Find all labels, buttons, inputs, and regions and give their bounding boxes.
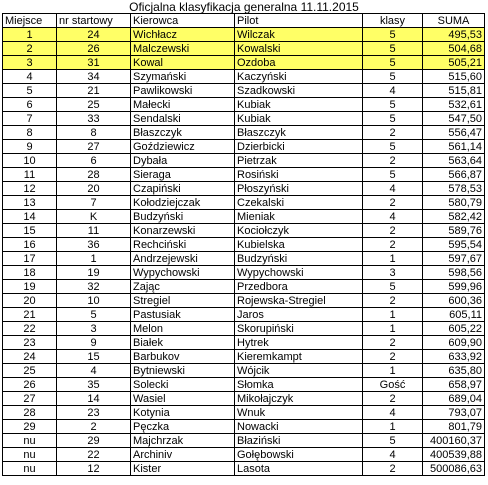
cell-sum[interactable]: 633,92 bbox=[423, 350, 485, 364]
table-row bbox=[3, 294, 485, 308]
cell-driver[interactable]: Budzyński bbox=[131, 210, 235, 224]
cell-place[interactable]: 1 bbox=[3, 28, 57, 42]
cell-class[interactable]: 4 bbox=[363, 406, 423, 420]
table-row bbox=[3, 462, 485, 476]
cell-place[interactable]: 5 bbox=[3, 84, 57, 98]
cell-place[interactable]: 9 bbox=[3, 140, 57, 154]
cell-pilot[interactable]: Błaziński bbox=[235, 434, 363, 448]
cell-sum[interactable]: 582,42 bbox=[423, 210, 485, 224]
cell-pilot[interactable]: Mikołajczyk bbox=[235, 392, 363, 406]
cell-driver[interactable]: Kotynia bbox=[131, 406, 235, 420]
cell-sum[interactable]: 793,07 bbox=[423, 406, 485, 420]
cell-class[interactable]: 2 bbox=[363, 196, 423, 210]
cell-class[interactable]: 4 bbox=[363, 182, 423, 196]
table-row bbox=[3, 350, 485, 364]
cell-sum[interactable]: 600,36 bbox=[423, 294, 485, 308]
cell-start-number[interactable]: 11 bbox=[57, 224, 131, 238]
cell-driver[interactable]: Rechciński bbox=[131, 238, 235, 252]
cell-class[interactable]: 3 bbox=[363, 266, 423, 280]
table-row bbox=[3, 406, 485, 420]
cell-driver[interactable]: Białek bbox=[131, 336, 235, 350]
cell-sum[interactable]: 578,53 bbox=[423, 182, 485, 196]
cell-place[interactable]: 11 bbox=[3, 168, 57, 182]
cell-start-number[interactable]: 1 bbox=[57, 252, 131, 266]
cell-driver[interactable]: Kister bbox=[131, 462, 235, 476]
cell-driver[interactable]: Solecki bbox=[131, 378, 235, 392]
cell-sum[interactable]: 580,79 bbox=[423, 196, 485, 210]
cell-start-number[interactable]: 12 bbox=[57, 462, 131, 476]
table-row bbox=[3, 266, 485, 280]
cell-driver[interactable]: Pawlikowski bbox=[131, 84, 235, 98]
table-row bbox=[3, 448, 485, 462]
cell-class[interactable]: 5 bbox=[363, 280, 423, 294]
cell-class[interactable]: 2 bbox=[363, 392, 423, 406]
cell-pilot[interactable]: Pietrzak bbox=[235, 154, 363, 168]
cell-start-number[interactable]: 5 bbox=[57, 308, 131, 322]
cell-class[interactable]: 5 bbox=[363, 112, 423, 126]
table-row bbox=[3, 322, 485, 336]
cell-sum[interactable]: 563,64 bbox=[423, 154, 485, 168]
cell-driver[interactable]: Andrzejewski bbox=[131, 252, 235, 266]
cell-pilot[interactable]: Dzierbicki bbox=[235, 140, 363, 154]
cell-start-number[interactable]: 31 bbox=[57, 56, 131, 70]
cell-place[interactable]: 14 bbox=[3, 210, 57, 224]
cell-place[interactable]: 17 bbox=[3, 252, 57, 266]
header-start-number[interactable]: nr startowy bbox=[57, 14, 131, 28]
cell-driver[interactable]: Konarzewski bbox=[131, 224, 235, 238]
cell-pilot[interactable]: Czekalski bbox=[235, 196, 363, 210]
header-driver[interactable]: Kierowca bbox=[131, 14, 235, 28]
cell-pilot[interactable]: Rosiński bbox=[235, 168, 363, 182]
cell-start-number[interactable]: 7 bbox=[57, 196, 131, 210]
cell-place[interactable]: 7 bbox=[3, 112, 57, 126]
cell-class[interactable]: 4 bbox=[363, 84, 423, 98]
cell-sum[interactable]: 605,11 bbox=[423, 308, 485, 322]
cell-pilot[interactable]: Błaszczyk bbox=[235, 126, 363, 140]
cell-class[interactable]: 2 bbox=[363, 154, 423, 168]
cell-sum[interactable]: 400160,37 bbox=[423, 434, 485, 448]
table-row bbox=[3, 140, 485, 154]
cell-class[interactable]: 1 bbox=[363, 364, 423, 378]
cell-place[interactable]: 28 bbox=[3, 406, 57, 420]
cell-pilot[interactable]: Kowalski bbox=[235, 42, 363, 56]
cell-driver[interactable]: Dybała bbox=[131, 154, 235, 168]
cell-driver[interactable]: Wichłacz bbox=[131, 28, 235, 42]
cell-sum[interactable]: 532,61 bbox=[423, 98, 485, 112]
table-row bbox=[3, 70, 485, 84]
cell-class[interactable]: 1 bbox=[363, 308, 423, 322]
cell-pilot[interactable]: Szadkowski bbox=[235, 84, 363, 98]
cell-pilot[interactable]: Kubielska bbox=[235, 238, 363, 252]
cell-sum[interactable]: 556,47 bbox=[423, 126, 485, 140]
cell-pilot[interactable]: Kociołczyk bbox=[235, 224, 363, 238]
cell-sum[interactable]: 598,56 bbox=[423, 266, 485, 280]
cell-class[interactable]: 4 bbox=[363, 448, 423, 462]
cell-sum[interactable]: 400539,88 bbox=[423, 448, 485, 462]
cell-pilot[interactable]: Skorupiński bbox=[235, 322, 363, 336]
cell-driver[interactable]: Stregiel bbox=[131, 294, 235, 308]
cell-pilot[interactable]: Kubiak bbox=[235, 98, 363, 112]
cell-start-number[interactable]: 32 bbox=[57, 280, 131, 294]
cell-pilot[interactable]: Ozdoba bbox=[235, 56, 363, 70]
cell-place[interactable]: 13 bbox=[3, 196, 57, 210]
cell-start-number[interactable]: 26 bbox=[57, 42, 131, 56]
cell-pilot[interactable]: Wnuk bbox=[235, 406, 363, 420]
cell-driver[interactable]: Wasiel bbox=[131, 392, 235, 406]
table-row bbox=[3, 280, 485, 294]
cell-pilot[interactable]: Płoszyński bbox=[235, 182, 363, 196]
table-row bbox=[3, 224, 485, 238]
cell-sum[interactable]: 609,90 bbox=[423, 336, 485, 350]
cell-pilot[interactable]: Wilczak bbox=[235, 28, 363, 42]
cell-place[interactable]: 23 bbox=[3, 336, 57, 350]
cell-place[interactable]: 26 bbox=[3, 378, 57, 392]
cell-class[interactable]: 5 bbox=[363, 28, 423, 42]
cell-start-number[interactable]: 8 bbox=[57, 126, 131, 140]
cell-start-number[interactable]: 29 bbox=[57, 434, 131, 448]
cell-class[interactable]: 2 bbox=[363, 350, 423, 364]
cell-driver[interactable]: Barbukov bbox=[131, 350, 235, 364]
cell-driver[interactable]: Malczewski bbox=[131, 42, 235, 56]
cell-start-number[interactable]: 23 bbox=[57, 406, 131, 420]
table-row bbox=[3, 84, 485, 98]
cell-place[interactable]: 25 bbox=[3, 364, 57, 378]
cell-class[interactable]: 5 bbox=[363, 434, 423, 448]
cell-driver[interactable]: Kowal bbox=[131, 56, 235, 70]
cell-place[interactable]: nu bbox=[3, 434, 57, 448]
table-row bbox=[3, 112, 485, 126]
cell-place[interactable]: 16 bbox=[3, 238, 57, 252]
header-place[interactable]: Miejsce bbox=[3, 14, 57, 28]
cell-start-number[interactable]: 24 bbox=[57, 28, 131, 42]
cell-driver[interactable]: Majchrzak bbox=[131, 434, 235, 448]
header-sum[interactable]: SUMA bbox=[423, 14, 485, 28]
table-row bbox=[3, 252, 485, 266]
cell-driver[interactable]: Kołodziejczak bbox=[131, 196, 235, 210]
table-row bbox=[3, 168, 485, 182]
cell-driver[interactable]: Melon bbox=[131, 322, 235, 336]
cell-sum[interactable]: 500086,63 bbox=[423, 462, 485, 476]
cell-place[interactable]: 8 bbox=[3, 126, 57, 140]
cell-class[interactable]: 2 bbox=[363, 126, 423, 140]
cell-driver[interactable]: Pastusiak bbox=[131, 308, 235, 322]
cell-driver[interactable]: Zając bbox=[131, 280, 235, 294]
cell-start-number[interactable]: 36 bbox=[57, 238, 131, 252]
cell-class[interactable]: 4 bbox=[363, 210, 423, 224]
cell-sum[interactable]: 589,76 bbox=[423, 224, 485, 238]
cell-pilot[interactable]: Rojewska-Stregiel bbox=[235, 294, 363, 308]
cell-sum[interactable]: 635,80 bbox=[423, 364, 485, 378]
cell-place[interactable]: 20 bbox=[3, 294, 57, 308]
cell-class[interactable]: 5 bbox=[363, 42, 423, 56]
cell-start-number[interactable]: 9 bbox=[57, 336, 131, 350]
cell-place[interactable]: 10 bbox=[3, 154, 57, 168]
cell-driver[interactable]: Bytniewski bbox=[131, 364, 235, 378]
cell-driver[interactable]: Sendalski bbox=[131, 112, 235, 126]
table-row bbox=[3, 364, 485, 378]
cell-class[interactable]: 2 bbox=[363, 238, 423, 252]
table-row bbox=[3, 28, 485, 42]
cell-place[interactable]: nu bbox=[3, 462, 57, 476]
results-table bbox=[2, 13, 485, 476]
cell-start-number[interactable]: 35 bbox=[57, 378, 131, 392]
cell-sum[interactable]: 801,79 bbox=[423, 420, 485, 434]
cell-pilot[interactable]: Lasota bbox=[235, 462, 363, 476]
cell-place[interactable]: 12 bbox=[3, 182, 57, 196]
cell-pilot[interactable]: Gołębowski bbox=[235, 448, 363, 462]
cell-start-number[interactable]: 15 bbox=[57, 350, 131, 364]
cell-class[interactable]: 2 bbox=[363, 224, 423, 238]
cell-start-number[interactable]: 20 bbox=[57, 182, 131, 196]
cell-pilot[interactable]: Kubiak bbox=[235, 112, 363, 126]
cell-start-number[interactable]: 27 bbox=[57, 140, 131, 154]
cell-pilot[interactable]: Słomka bbox=[235, 378, 363, 392]
cell-start-number[interactable]: 2 bbox=[57, 420, 131, 434]
cell-start-number[interactable]: 19 bbox=[57, 266, 131, 280]
cell-pilot[interactable]: Budzyński bbox=[235, 252, 363, 266]
header-class[interactable]: klasy bbox=[363, 14, 423, 28]
table-row bbox=[3, 154, 485, 168]
cell-sum[interactable]: 495,53 bbox=[423, 28, 485, 42]
cell-class[interactable]: 5 bbox=[363, 168, 423, 182]
header-row bbox=[3, 14, 485, 28]
cell-pilot[interactable]: Wójcik bbox=[235, 364, 363, 378]
table-row bbox=[3, 56, 485, 70]
table-row bbox=[3, 336, 485, 350]
cell-place[interactable]: 18 bbox=[3, 266, 57, 280]
cell-place[interactable]: nu bbox=[3, 448, 57, 462]
cell-driver[interactable]: Błaszczyk bbox=[131, 126, 235, 140]
cell-class[interactable]: 2 bbox=[363, 462, 423, 476]
cell-place[interactable]: 4 bbox=[3, 70, 57, 84]
cell-class[interactable]: 1 bbox=[363, 252, 423, 266]
table-row bbox=[3, 196, 485, 210]
cell-driver[interactable]: Czapiński bbox=[131, 182, 235, 196]
cell-sum[interactable]: 595,54 bbox=[423, 238, 485, 252]
table-row bbox=[3, 98, 485, 112]
table-row bbox=[3, 378, 485, 392]
cell-start-number[interactable]: 3 bbox=[57, 322, 131, 336]
cell-start-number[interactable]: K bbox=[57, 210, 131, 224]
cell-start-number[interactable]: 21 bbox=[57, 84, 131, 98]
cell-start-number[interactable]: 33 bbox=[57, 112, 131, 126]
cell-class[interactable]: 5 bbox=[363, 70, 423, 84]
cell-place[interactable]: 24 bbox=[3, 350, 57, 364]
cell-sum[interactable]: 605,22 bbox=[423, 322, 485, 336]
cell-start-number[interactable]: 25 bbox=[57, 98, 131, 112]
cell-driver[interactable]: Goździewicz bbox=[131, 140, 235, 154]
cell-place[interactable]: 21 bbox=[3, 308, 57, 322]
sheet-title: Oficjalna klasyfikacja generalna 11.11.2015 bbox=[129, 0, 359, 14]
cell-sum[interactable]: 561,14 bbox=[423, 140, 485, 154]
cell-place[interactable]: 3 bbox=[3, 56, 57, 70]
results-body bbox=[3, 28, 485, 476]
table-row bbox=[3, 182, 485, 196]
cell-pilot[interactable]: Kieremkampt bbox=[235, 350, 363, 364]
table-row bbox=[3, 392, 485, 406]
cell-class[interactable]: 2 bbox=[363, 294, 423, 308]
table-row bbox=[3, 238, 485, 252]
cell-driver[interactable]: Pęczka bbox=[131, 420, 235, 434]
cell-class[interactable]: Gość bbox=[363, 378, 423, 392]
header-pilot[interactable]: Pilot bbox=[235, 14, 363, 28]
cell-pilot[interactable]: Mieniak bbox=[235, 210, 363, 224]
cell-start-number[interactable]: 4 bbox=[57, 364, 131, 378]
cell-place[interactable]: 2 bbox=[3, 42, 57, 56]
cell-start-number[interactable]: 10 bbox=[57, 294, 131, 308]
cell-sum[interactable]: 505,21 bbox=[423, 56, 485, 70]
cell-class[interactable]: 5 bbox=[363, 140, 423, 154]
cell-sum[interactable]: 504,68 bbox=[423, 42, 485, 56]
cell-class[interactable]: 1 bbox=[363, 322, 423, 336]
cell-sum[interactable]: 658,97 bbox=[423, 378, 485, 392]
table-row bbox=[3, 420, 485, 434]
cell-place[interactable]: 19 bbox=[3, 280, 57, 294]
cell-sum[interactable]: 547,50 bbox=[423, 112, 485, 126]
cell-class[interactable]: 5 bbox=[363, 98, 423, 112]
cell-driver[interactable]: Wypychowski bbox=[131, 266, 235, 280]
cell-sum[interactable]: 599,96 bbox=[423, 280, 485, 294]
cell-place[interactable]: 29 bbox=[3, 420, 57, 434]
cell-class[interactable]: 5 bbox=[363, 56, 423, 70]
cell-pilot[interactable]: Jaros bbox=[235, 308, 363, 322]
table-row bbox=[3, 42, 485, 56]
cell-pilot[interactable]: Nowacki bbox=[235, 420, 363, 434]
cell-sum[interactable]: 515,60 bbox=[423, 70, 485, 84]
cell-pilot[interactable]: Przedbora bbox=[235, 280, 363, 294]
cell-sum[interactable]: 689,04 bbox=[423, 392, 485, 406]
cell-place[interactable]: 6 bbox=[3, 98, 57, 112]
table-row bbox=[3, 434, 485, 448]
table-row bbox=[3, 308, 485, 322]
cell-start-number[interactable]: 22 bbox=[57, 448, 131, 462]
cell-sum[interactable]: 566,87 bbox=[423, 168, 485, 182]
cell-start-number[interactable]: 6 bbox=[57, 154, 131, 168]
cell-driver[interactable]: Sieraga bbox=[131, 168, 235, 182]
cell-place[interactable]: 22 bbox=[3, 322, 57, 336]
cell-place[interactable]: 15 bbox=[3, 224, 57, 238]
cell-class[interactable]: 1 bbox=[363, 420, 423, 434]
table-row bbox=[3, 126, 485, 140]
table-row bbox=[3, 210, 485, 224]
cell-start-number[interactable]: 28 bbox=[57, 168, 131, 182]
cell-sum[interactable]: 515,81 bbox=[423, 84, 485, 98]
cell-pilot[interactable]: Kaczyński bbox=[235, 70, 363, 84]
cell-driver[interactable]: Archiniv bbox=[131, 448, 235, 462]
cell-start-number[interactable]: 14 bbox=[57, 392, 131, 406]
cell-pilot[interactable]: Wypychowski bbox=[235, 266, 363, 280]
cell-sum[interactable]: 597,67 bbox=[423, 252, 485, 266]
cell-pilot[interactable]: Hytrek bbox=[235, 336, 363, 350]
cell-driver[interactable]: Szymański bbox=[131, 70, 235, 84]
cell-start-number[interactable]: 34 bbox=[57, 70, 131, 84]
cell-driver[interactable]: Małecki bbox=[131, 98, 235, 112]
cell-place[interactable]: 27 bbox=[3, 392, 57, 406]
cell-class[interactable]: 2 bbox=[363, 336, 423, 350]
